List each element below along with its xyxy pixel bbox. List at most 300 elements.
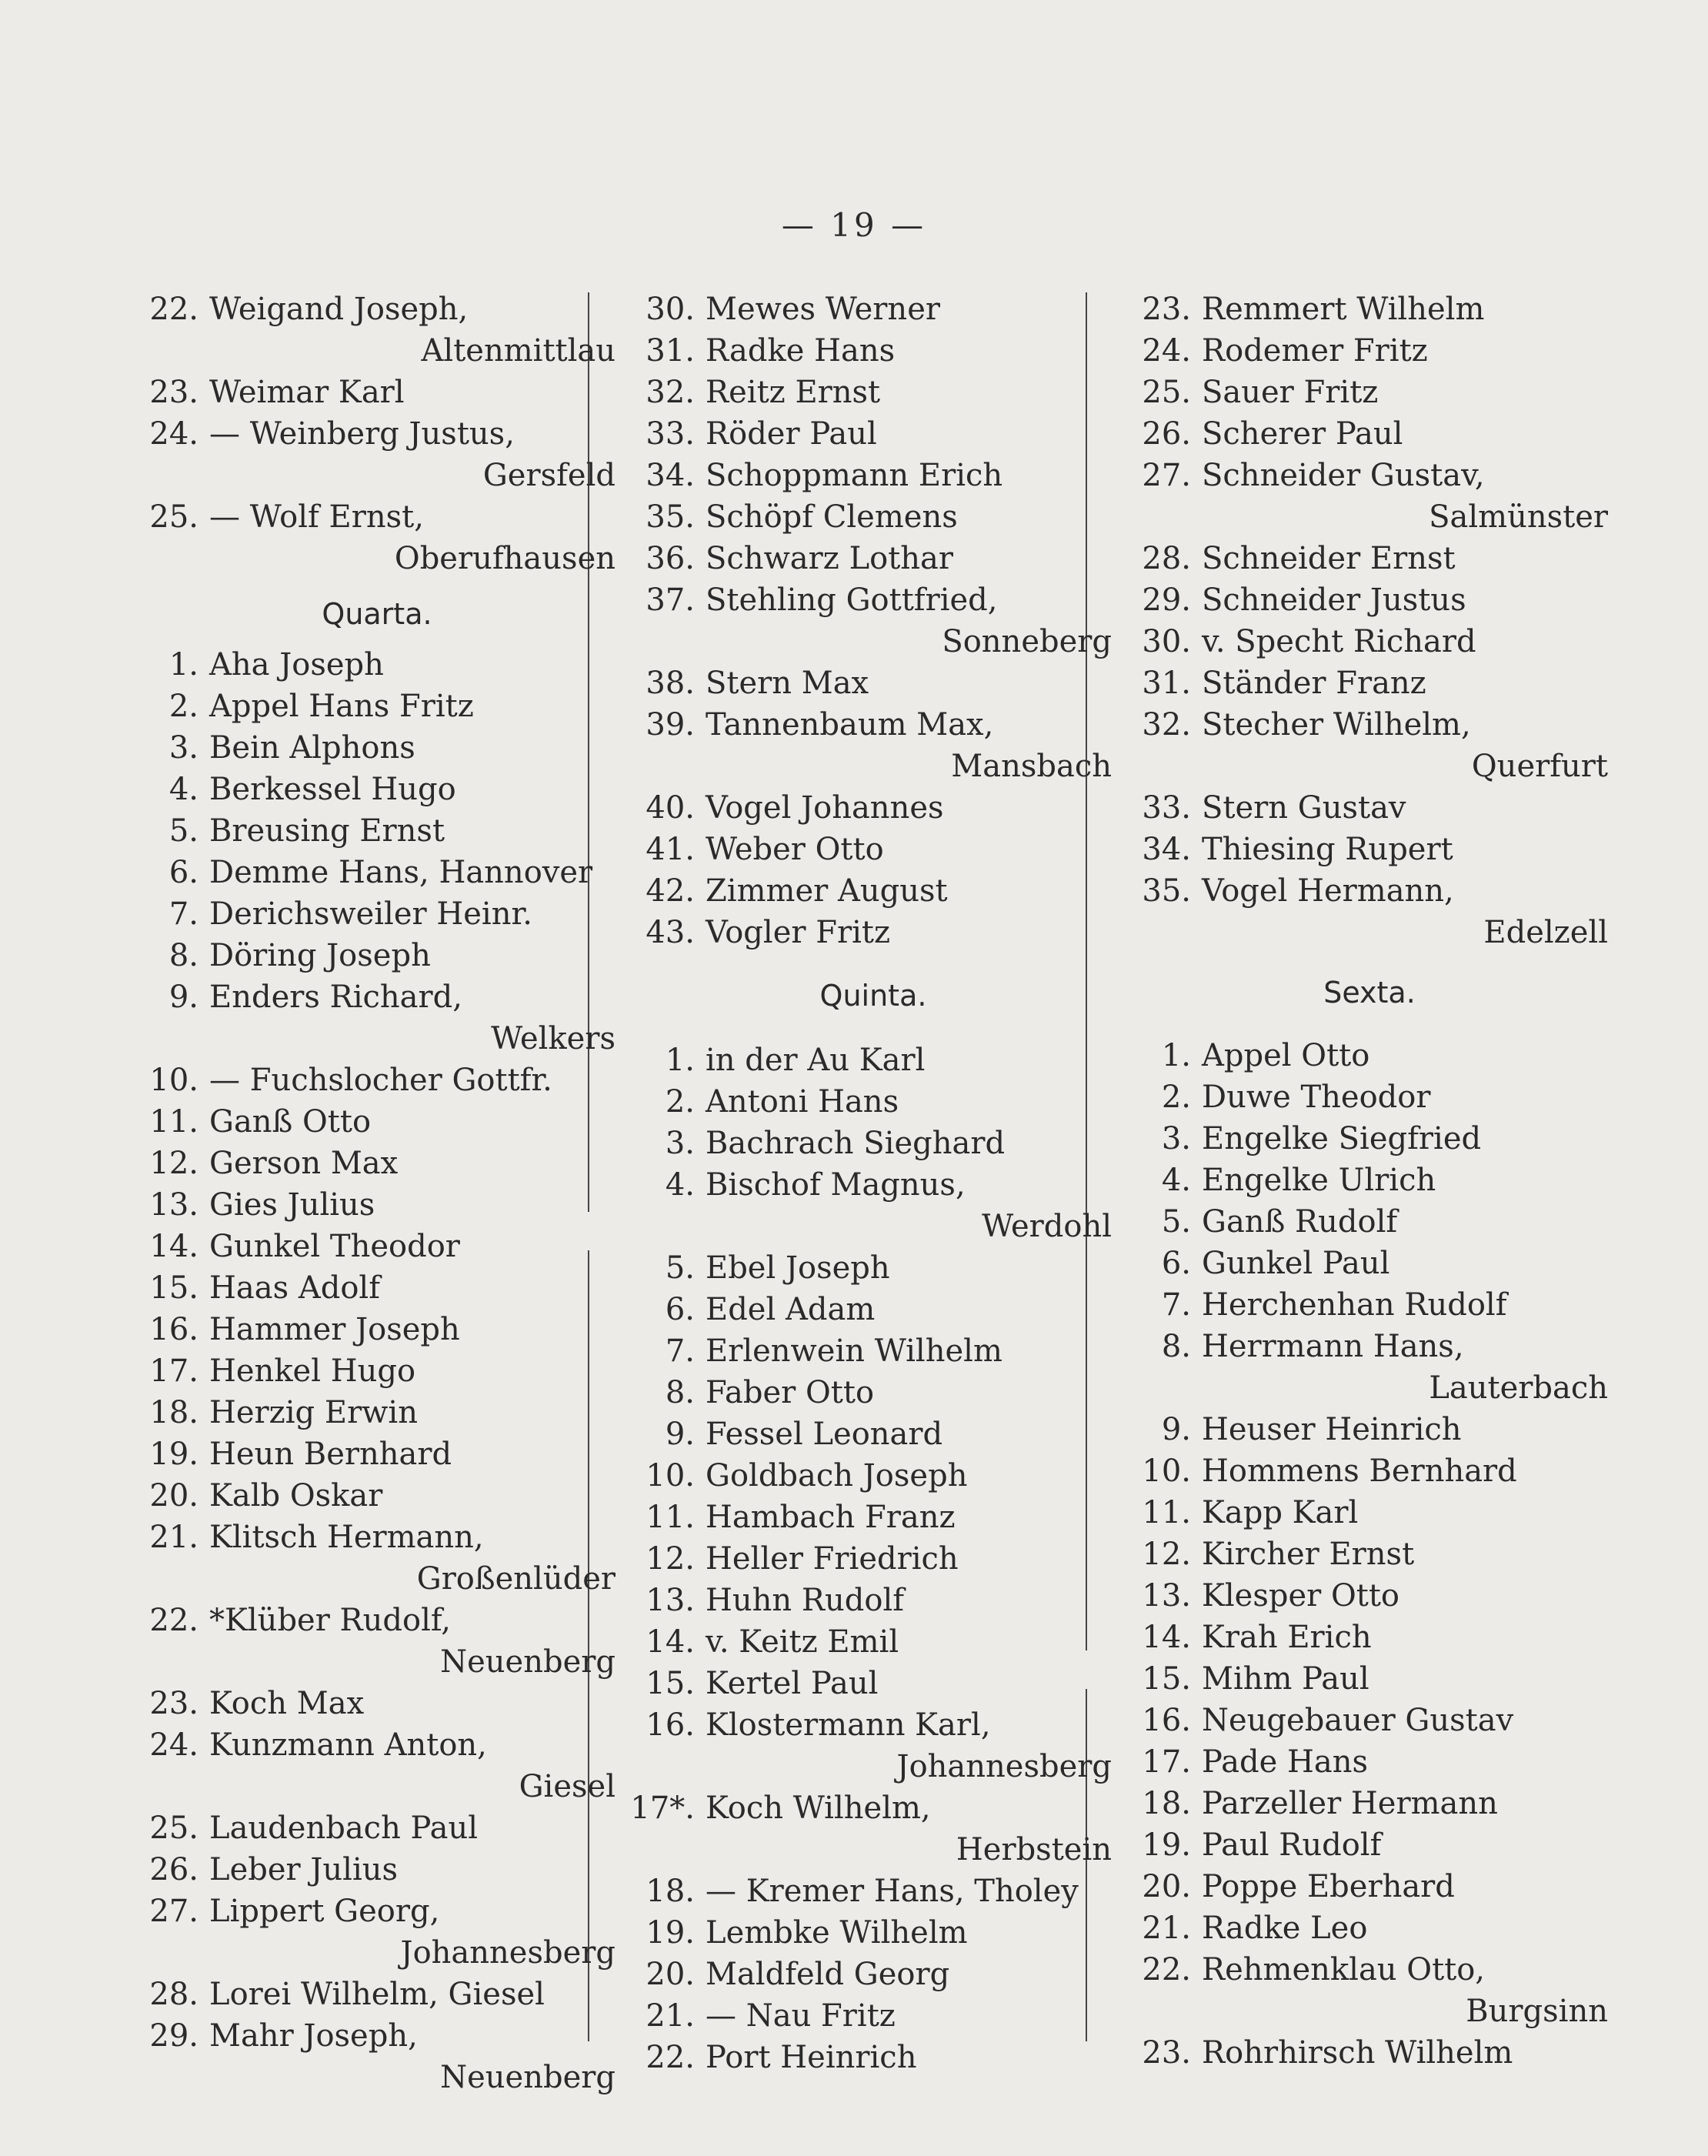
entry-line <box>1123 330 1616 372</box>
entry-name: Remmert Wilhelm <box>1202 292 1485 327</box>
list-item <box>627 1247 1119 1289</box>
entry-name: Breusing Ernst <box>209 813 445 849</box>
entry-line <box>627 1040 1119 1081</box>
entry-number: 3. <box>665 1126 695 1161</box>
entry-name: in der Au Karl <box>706 1043 926 1078</box>
entry-number: 22. <box>1142 1952 1191 1987</box>
entry-line <box>131 1143 623 1184</box>
entry-name: Herrmann Hans, <box>1202 1329 1464 1364</box>
entry-number: 19. <box>1142 1827 1191 1863</box>
list-item <box>627 1787 1119 1871</box>
entry-line <box>131 1267 623 1309</box>
entry-line <box>131 2015 623 2057</box>
list-item <box>131 1184 623 1226</box>
entry-line <box>1123 2032 1616 2074</box>
entry-number: 28. <box>1142 541 1191 576</box>
entry-number: 32. <box>1142 707 1191 743</box>
section-heading: Quarta. <box>322 597 432 631</box>
entry-name: Klesper Otto <box>1202 1578 1400 1614</box>
entry-name: Edel Adam <box>706 1292 876 1327</box>
entry-name: Schwarz Lothar <box>706 541 954 576</box>
entry-line <box>1123 662 1616 704</box>
column-1 <box>131 289 623 2098</box>
entry-name: Koch Wilhelm, <box>706 1791 931 1826</box>
entry-number: 2. <box>665 1084 695 1120</box>
list-item <box>131 686 623 727</box>
entry-name: Fessel Leonard <box>706 1417 943 1452</box>
entry-number: 12. <box>1142 1537 1191 1572</box>
list-item <box>131 769 623 810</box>
entry-number: 1. <box>665 1043 695 1078</box>
entry-name: Schöpf Clemens <box>706 499 958 535</box>
list-item <box>1123 538 1616 579</box>
entry-name: Mahr Joseph, <box>209 2018 418 2054</box>
entry-name: Krah Erich <box>1202 1620 1372 1655</box>
entry-line <box>627 579 1119 621</box>
entry-number: 6. <box>168 855 198 890</box>
entry-number: 21. <box>1142 1911 1191 1946</box>
entry-number: 15. <box>1142 1661 1191 1697</box>
entry-line <box>627 870 1119 912</box>
entry-number: 10. <box>1142 1453 1191 1489</box>
entry-name: Haas Adolf <box>209 1270 380 1306</box>
list-item <box>1123 1617 1616 1658</box>
entry-line <box>131 976 623 1018</box>
entry-name: Erlenwein Wilhelm <box>706 1333 1002 1369</box>
entry-line <box>1123 1617 1616 1658</box>
entry-number: 8. <box>1161 1329 1191 1364</box>
entry-name: Schneider Gustav, <box>1202 458 1485 493</box>
entry-name: Zimmer August <box>706 873 948 909</box>
entry-line <box>131 727 623 769</box>
entry-number: 23. <box>149 375 198 410</box>
entry-name: Koch Max <box>209 1686 365 1721</box>
list-item <box>131 1433 623 1475</box>
entry-name: Ganß Rudolf <box>1202 1204 1398 1240</box>
entry-number: 17. <box>149 1353 198 1389</box>
entry-number: 43. <box>646 915 695 950</box>
entry-name: Röder Paul <box>706 416 877 452</box>
entry-name: Weber Otto <box>706 832 884 867</box>
entry-line <box>131 1350 623 1392</box>
entry-number: 11. <box>646 1500 695 1535</box>
entry-name: Rehmenklau Otto, <box>1202 1952 1486 1987</box>
entry-line <box>131 686 623 727</box>
list-item <box>131 289 623 372</box>
list-item <box>627 1995 1119 2037</box>
entry-number: 19. <box>149 1437 198 1472</box>
list-item <box>627 1580 1119 1621</box>
list-item <box>1123 787 1616 829</box>
list-item <box>131 852 623 893</box>
list-item <box>1123 704 1616 787</box>
entry-line <box>131 893 623 935</box>
entry-name: Paul Rudolf <box>1202 1827 1382 1863</box>
list-item <box>131 1309 623 1350</box>
entry-line <box>627 1497 1119 1538</box>
entry-number: 3. <box>168 730 198 766</box>
entry-line <box>1123 1575 1616 1617</box>
entry-line <box>627 289 1119 330</box>
entry-number: 6. <box>665 1292 695 1327</box>
entry-place: Johannesberg <box>896 1749 1112 1784</box>
list-item <box>1123 1741 1616 1783</box>
entry-place: Mansbach <box>951 749 1112 784</box>
list-item <box>1123 1409 1616 1450</box>
entry-number: 18. <box>646 1874 695 1909</box>
list-item <box>1123 662 1616 704</box>
entry-name: Ebel Joseph <box>706 1250 890 1286</box>
entry-number: 20. <box>1142 1869 1191 1904</box>
entry-number: 17. <box>1142 1744 1191 1780</box>
list-item <box>1123 1076 1616 1118</box>
entry-line <box>1123 1118 1616 1160</box>
entry-number: 14. <box>646 1624 695 1660</box>
list-item <box>1123 1326 1616 1409</box>
entry-name: Rohrhirsch Wilhelm <box>1202 2035 1513 2071</box>
entry-number: 33. <box>646 416 695 452</box>
entry-line <box>131 935 623 976</box>
entry-line <box>1123 455 1616 496</box>
entry-number: 23. <box>149 1686 198 1721</box>
list-item <box>131 1350 623 1392</box>
entry-place: Werdohl <box>982 1209 1112 1244</box>
list-item <box>1123 372 1616 413</box>
entry-name: Stehling Gottfried, <box>706 582 998 618</box>
entry-name: Klitsch Hermann, <box>209 1520 484 1555</box>
entry-number: 18. <box>1142 1786 1191 1821</box>
entry-number: 33. <box>1142 790 1191 826</box>
entry-name: Schoppmann Erich <box>706 458 1003 493</box>
entry-name: Maldfeld Georg <box>706 1957 950 1992</box>
entry-name: Ständer Franz <box>1202 666 1426 701</box>
entry-place: Oberufhausen <box>394 541 615 576</box>
entry-number: 16. <box>1142 1703 1191 1738</box>
entry-number: 4. <box>1161 1163 1191 1198</box>
list-item <box>627 289 1119 330</box>
entry-line <box>1123 579 1616 621</box>
entry-number: 15. <box>149 1270 198 1306</box>
entry-line <box>1123 1741 1616 1783</box>
entry-line <box>131 644 623 686</box>
entry-line <box>627 1995 1119 2037</box>
list-item <box>627 662 1119 704</box>
entry-place: Salmünster <box>1429 499 1608 535</box>
entry-name: Demme Hans, Hannover <box>209 855 593 890</box>
entry-number: 24. <box>149 1727 198 1763</box>
entry-number: 7. <box>1161 1287 1191 1323</box>
entry-line <box>627 1330 1119 1372</box>
entry-line <box>1123 1658 1616 1700</box>
entry-number: 31. <box>1142 666 1191 701</box>
list-item <box>131 1517 623 1600</box>
entry-name: Bachrach Sieghard <box>706 1126 1006 1161</box>
list-item <box>131 372 623 413</box>
entry-number: 22. <box>646 2040 695 2075</box>
list-item <box>1123 1907 1616 1949</box>
entry-number: 16. <box>149 1312 198 1347</box>
entry-name: — Wolf Ernst, <box>209 499 424 535</box>
entry-number: 11. <box>1142 1495 1191 1530</box>
entry-number: 13. <box>149 1187 198 1223</box>
section-heading: Sexta. <box>1323 976 1416 1010</box>
entry-place: Burgsinn <box>1466 1994 1608 2029</box>
list-item <box>1123 1824 1616 1866</box>
entry-name: Sauer Fritz <box>1202 375 1379 410</box>
entry-number: 41. <box>646 832 695 867</box>
entry-number: 39. <box>646 707 695 743</box>
list-item <box>627 330 1119 372</box>
list-item <box>1123 413 1616 455</box>
entry-line <box>627 413 1119 455</box>
entry-name: Heller Friedrich <box>706 1541 959 1577</box>
list-item <box>131 1267 623 1309</box>
entry-line <box>131 1724 623 1766</box>
entry-name: Appel Otto <box>1202 1038 1370 1073</box>
entry-line <box>1123 1824 1616 1866</box>
entry-place: Sonneberg <box>942 624 1112 659</box>
entry-place: Edelzell <box>1483 915 1608 950</box>
entry-line <box>627 1538 1119 1580</box>
entry-line <box>627 372 1119 413</box>
entry-line <box>1123 870 1616 912</box>
entry-line <box>627 704 1119 746</box>
entry-number: 1. <box>168 647 198 683</box>
entry-line <box>627 1787 1119 1829</box>
entry-name: Gunkel Paul <box>1202 1246 1390 1281</box>
entry-name: Parzeller Hermann <box>1202 1786 1498 1821</box>
entry-line <box>131 1683 623 1724</box>
entry-number: 13. <box>1142 1578 1191 1614</box>
entry-line <box>1123 1409 1616 1450</box>
entry-number: 32. <box>646 375 695 410</box>
list-item <box>627 1330 1119 1372</box>
entry-line <box>1123 1160 1616 1201</box>
list-item <box>1123 1866 1616 1907</box>
entry-line <box>1123 1243 1616 1284</box>
entry-line <box>627 912 1119 953</box>
entry-name: — Weinberg Justus, <box>209 416 515 452</box>
entry-number: 1. <box>1161 1038 1191 1073</box>
entry-line <box>627 1413 1119 1455</box>
entry-number: 35. <box>646 499 695 535</box>
entry-number: 34. <box>646 458 695 493</box>
entry-place: Johannesberg <box>400 1935 615 1971</box>
entry-line <box>1123 1866 1616 1907</box>
entry-number: 27. <box>149 1894 198 1929</box>
entry-number: 37. <box>646 582 695 618</box>
list-item <box>627 1123 1119 1164</box>
entry-line <box>627 787 1119 829</box>
entry-name: Appel Hans Fritz <box>209 689 474 724</box>
entry-line <box>1123 372 1616 413</box>
list-item <box>627 372 1119 413</box>
entry-name: Kapp Karl <box>1202 1495 1359 1530</box>
entry-name: Hambach Franz <box>706 1500 956 1535</box>
list-item <box>1123 1243 1616 1284</box>
list-item <box>131 413 623 496</box>
list-item <box>1123 579 1616 621</box>
entry-name: Herchenhan Rudolf <box>1202 1287 1507 1323</box>
list-item <box>627 912 1119 953</box>
entry-place: Lauterbach <box>1429 1370 1608 1406</box>
column-3 <box>1123 289 1616 2074</box>
entry-number: 7. <box>168 896 198 932</box>
entry-name: Gerson Max <box>209 1146 399 1181</box>
entry-line <box>627 1372 1119 1413</box>
entry-name: Schneider Ernst <box>1202 541 1456 576</box>
entry-place: Welkers <box>491 1021 615 1056</box>
list-item <box>1123 870 1616 953</box>
entry-name: Stecher Wilhelm, <box>1202 707 1471 743</box>
entry-number: 10. <box>646 1458 695 1494</box>
entry-name: Engelke Ulrich <box>1202 1163 1436 1198</box>
entry-line <box>627 1954 1119 1995</box>
entry-name: Vogel Johannes <box>706 790 944 826</box>
list-item <box>131 976 623 1060</box>
list-item <box>131 727 623 769</box>
entry-number: 9. <box>665 1417 695 1452</box>
entry-name: Enders Richard, <box>209 980 462 1015</box>
entry-line <box>131 1226 623 1267</box>
list-item <box>1123 1450 1616 1492</box>
entry-name: Reitz Ernst <box>706 375 881 410</box>
entry-number: 18. <box>149 1395 198 1430</box>
page-number: — 19 — <box>781 206 927 244</box>
entry-line <box>131 413 623 455</box>
entry-name: Vogel Hermann, <box>1202 873 1454 909</box>
list-item <box>627 579 1119 662</box>
entry-line <box>1123 787 1616 829</box>
entry-number: 3. <box>1161 1121 1191 1156</box>
entry-number: 23. <box>1142 2035 1191 2071</box>
entry-line <box>1123 1284 1616 1326</box>
entry-line <box>627 829 1119 870</box>
entry-number: 5. <box>665 1250 695 1286</box>
entry-name: Herzig Erwin <box>209 1395 418 1430</box>
entry-number: 29. <box>149 2018 198 2054</box>
entry-name: Hammer Joseph <box>209 1312 460 1347</box>
entry-name: Kertel Paul <box>706 1666 879 1701</box>
entry-place: Altenmittlau <box>421 333 615 369</box>
entry-name: Bischof Magnus, <box>706 1167 966 1203</box>
entry-number: 20. <box>646 1957 695 1992</box>
entry-number: 22. <box>149 1603 198 1638</box>
entry-line <box>131 852 623 893</box>
entry-line <box>627 1704 1119 1746</box>
entry-line <box>131 1517 623 1558</box>
entry-line <box>131 1475 623 1517</box>
list-item <box>1123 1118 1616 1160</box>
entry-number: 22. <box>149 292 198 327</box>
entry-number: 16. <box>646 1707 695 1743</box>
entry-number: 24. <box>1142 333 1191 369</box>
entry-line <box>131 496 623 538</box>
entry-number: 21. <box>646 1998 695 2034</box>
list-item <box>131 1600 623 1683</box>
entry-number: 14. <box>149 1229 198 1264</box>
entry-line <box>1123 1450 1616 1492</box>
entry-name: Tannenbaum Max, <box>706 707 994 743</box>
list-item <box>1123 330 1616 372</box>
entry-name: Kircher Ernst <box>1202 1537 1415 1572</box>
list-item <box>1123 829 1616 870</box>
list-item <box>131 1143 623 1184</box>
entry-line <box>1123 1035 1616 1076</box>
list-item <box>627 1663 1119 1704</box>
list-item <box>1123 1575 1616 1617</box>
entry-number: 42. <box>646 873 695 909</box>
entry-number: 27. <box>1142 458 1191 493</box>
list-item <box>627 1621 1119 1663</box>
entry-line <box>1123 1534 1616 1575</box>
entry-name: Klostermann Karl, <box>706 1707 991 1743</box>
list-item <box>627 2037 1119 2078</box>
entry-name: *Klüber Rudolf, <box>209 1603 452 1638</box>
entry-line <box>131 1807 623 1849</box>
entry-name: Kunzmann Anton, <box>209 1727 487 1763</box>
list-item <box>627 787 1119 829</box>
entry-number: 36. <box>646 541 695 576</box>
entry-number: 38. <box>646 666 695 701</box>
entry-line <box>131 1974 623 2015</box>
entry-number: 5. <box>168 813 198 849</box>
entry-number: 34. <box>1142 832 1191 867</box>
entry-place: Giesel <box>519 1769 615 1804</box>
entry-number: 35. <box>1142 873 1191 909</box>
list-item <box>627 829 1119 870</box>
entry-place: Querfurt <box>1471 749 1608 784</box>
entry-number: 9. <box>168 980 198 1015</box>
entry-number: 5. <box>1161 1204 1191 1240</box>
list-item <box>1123 1160 1616 1201</box>
entry-name: Port Heinrich <box>706 2040 917 2075</box>
entry-line <box>627 1621 1119 1663</box>
entry-number: 4. <box>665 1167 695 1203</box>
entry-name: Berkessel Hugo <box>209 772 456 807</box>
entry-line <box>131 1600 623 1641</box>
list-item <box>131 1060 623 1101</box>
list-item <box>1123 621 1616 662</box>
entry-number: 4. <box>168 772 198 807</box>
list-item <box>131 893 623 935</box>
entry-number: 21. <box>149 1520 198 1555</box>
entry-name: Vogler Fritz <box>706 915 891 950</box>
entry-name: Pade Hans <box>1202 1744 1368 1780</box>
entry-name: Heuser Heinrich <box>1202 1412 1462 1447</box>
entry-line <box>1123 1326 1616 1367</box>
list-item <box>131 1683 623 1724</box>
entry-number: 30. <box>1142 624 1191 659</box>
entry-number: 30. <box>646 292 695 327</box>
entry-number: 14. <box>1142 1620 1191 1655</box>
entry-line <box>627 538 1119 579</box>
entry-number: 25. <box>149 499 198 535</box>
entry-name: Stern Max <box>706 666 869 701</box>
entry-number: 17*. <box>630 1791 695 1826</box>
entry-line <box>1123 413 1616 455</box>
entry-name: Derichsweiler Heinr. <box>209 896 532 932</box>
entry-number: 19. <box>646 1915 695 1951</box>
entry-name: Gunkel Theodor <box>209 1229 460 1264</box>
entry-line <box>1123 538 1616 579</box>
entry-name: Huhn Rudolf <box>706 1583 905 1618</box>
entry-number: 15. <box>646 1666 695 1701</box>
entry-number: 28. <box>149 1977 198 2012</box>
entry-number: 2. <box>1161 1080 1191 1115</box>
entry-name: Engelke Siegfried <box>1202 1121 1482 1156</box>
list-item <box>131 1974 623 2015</box>
